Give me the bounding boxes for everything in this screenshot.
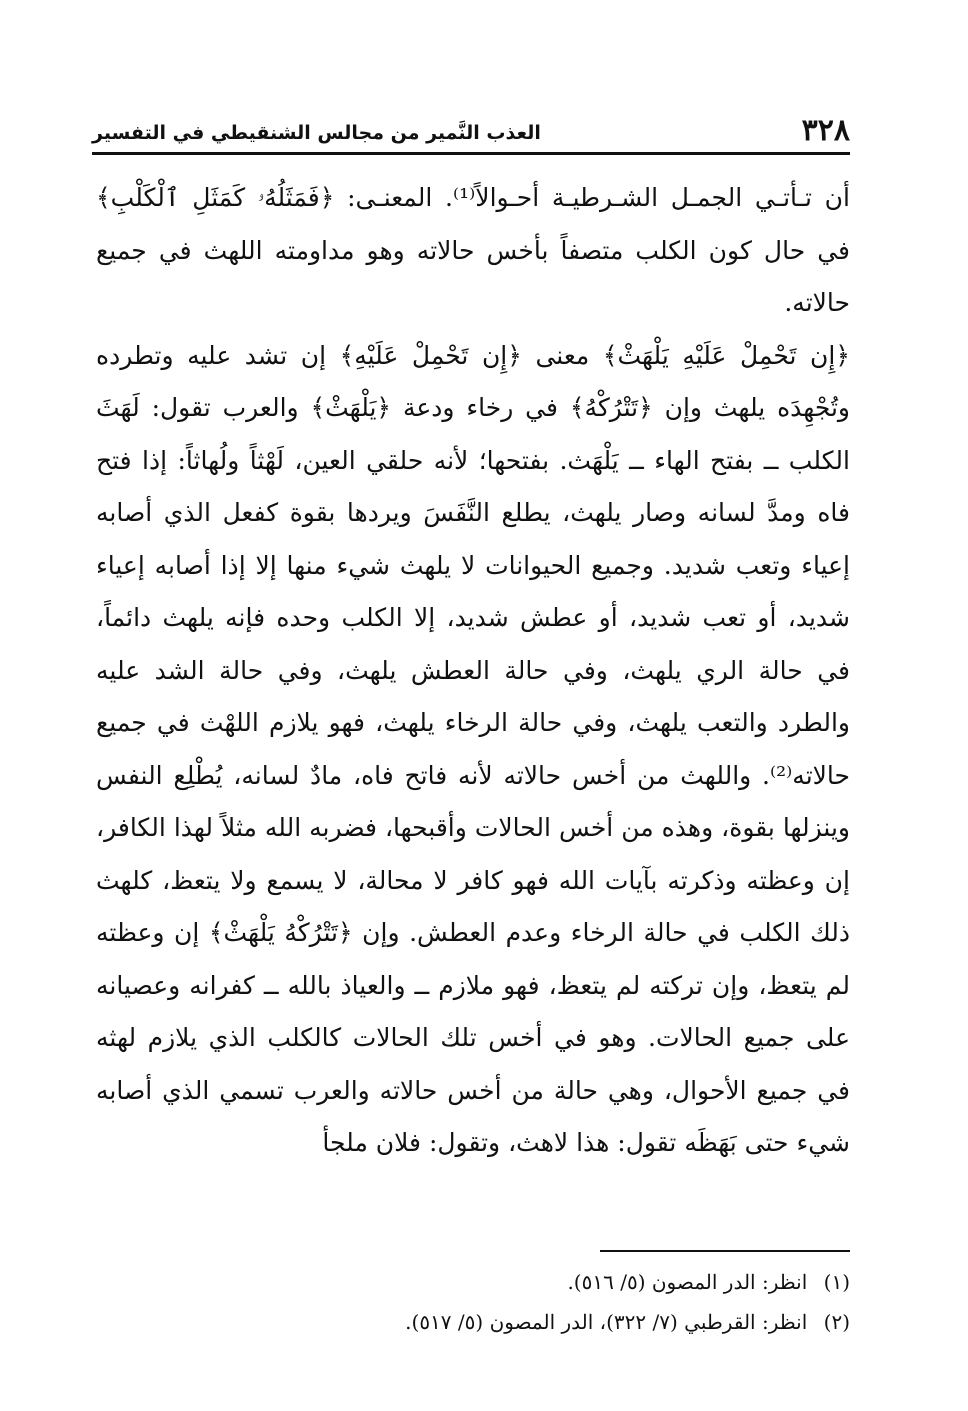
footnote-text: انظر: القرطبي (٧/ ٣٢٢)، الدر المصون (٥/ ٥١٧). [405, 1310, 808, 1334]
page-number: ٣٢٨ [801, 113, 850, 148]
footnote-mark: (٢) [823, 1310, 850, 1334]
paragraph: ﴿إِن تَحْمِلْ عَلَيْهِ يَلْهَثْ﴾ معنى ﴿إِن تَحْمِلْ عَلَيْهِ﴾ إن تشد عليه وتطرده وتُجْهِدَه يلهث وإن ﴿تَتْرُكْهُ﴾ في رخاء ودعة ﴿يَلْهَثْ﴾ والعرب تقول: لَهَثَ الكلب ــ بفتح الهاء ــ يَلْهَث. بفتحها؛ لأنه حلقي العين، لَهْثاً ولُهاثاً: إذا فتح فاه ومدَّ لسانه وصار يلهث، يطلع النَّفَسَ ويردها بقوة كفعل الذي أصابه إعياء وتعب شديد. وجميع الحيوانات لا يلهث شيء منها إلا إذا أصابه إعياء شديد، أو تعب شديد، أو عطش شديد، إلا الكلب وحده فإنه يلهث دائماً، في حالة الري يلهث، وفي حالة العطش يلهث، وفي حالة الشد عليه والطرد والتعب يلهث، وفي حالة الرخاء يلهث، فهو يلازم اللهْث في جميع حالاته⁽²⁾. واللهث من أخس حالاته لأنه فاتح فاه، مادٌ لسانه، يُطْلِع النفس وينزلها بقوة، وهذه من أخس الحالات وأقبحها، فضربه الله مثلاً لهذا الكافر، إن وعظته وذكرته بآيات الله فهو كافر لا محالة، لا يسمع ولا يتعظ، كلهث ذلك الكلب في حالة الرخاء وعدم العطش. وإن ﴿تَتْرُكْهُ يَلْهَثْ﴾ إن وعظته لم يتعظ، وإن تركته لم يتعظ، فهو ملازم ــ والعياذ بالله ــ كفرانه وعصيانه على جميع الحالات. وهو في أخس تلك الحالات كالكلب الذي يلازم لهثه في جميع الأحوال، وهي حالة من أخس حالاته والعرب تسمي الذي أصابه شيء حتى بَهَظَه تقول: هذا لاهث، وتقول: فلان ملجأ [96, 340, 850, 1157]
paragraph: أن تـأتـي الجمـل الشـرطيـة أحـوالاً⁽¹⁾. المعنـى: ﴿فَمَثَلُهُۥ كَمَثَلِ ٱلْكَلْبِ﴾ في حال كون الكلب متصفاً بأخس حالاته وهو مداومته اللهث في جميع حالاته. [96, 183, 850, 317]
footnote-divider [600, 1250, 850, 1252]
page-header [92, 100, 850, 155]
footnote-mark: (١) [823, 1270, 850, 1294]
footnote [96, 1302, 850, 1342]
footnote-text: انظر: الدر المصون (٥/ ٥١٦). [567, 1270, 808, 1294]
footnotes [96, 1262, 850, 1342]
running-title: العذب النَّمير من مجالس الشنقيطي في التفسير [92, 122, 541, 144]
main-text [96, 172, 850, 1170]
footnote [96, 1262, 850, 1302]
